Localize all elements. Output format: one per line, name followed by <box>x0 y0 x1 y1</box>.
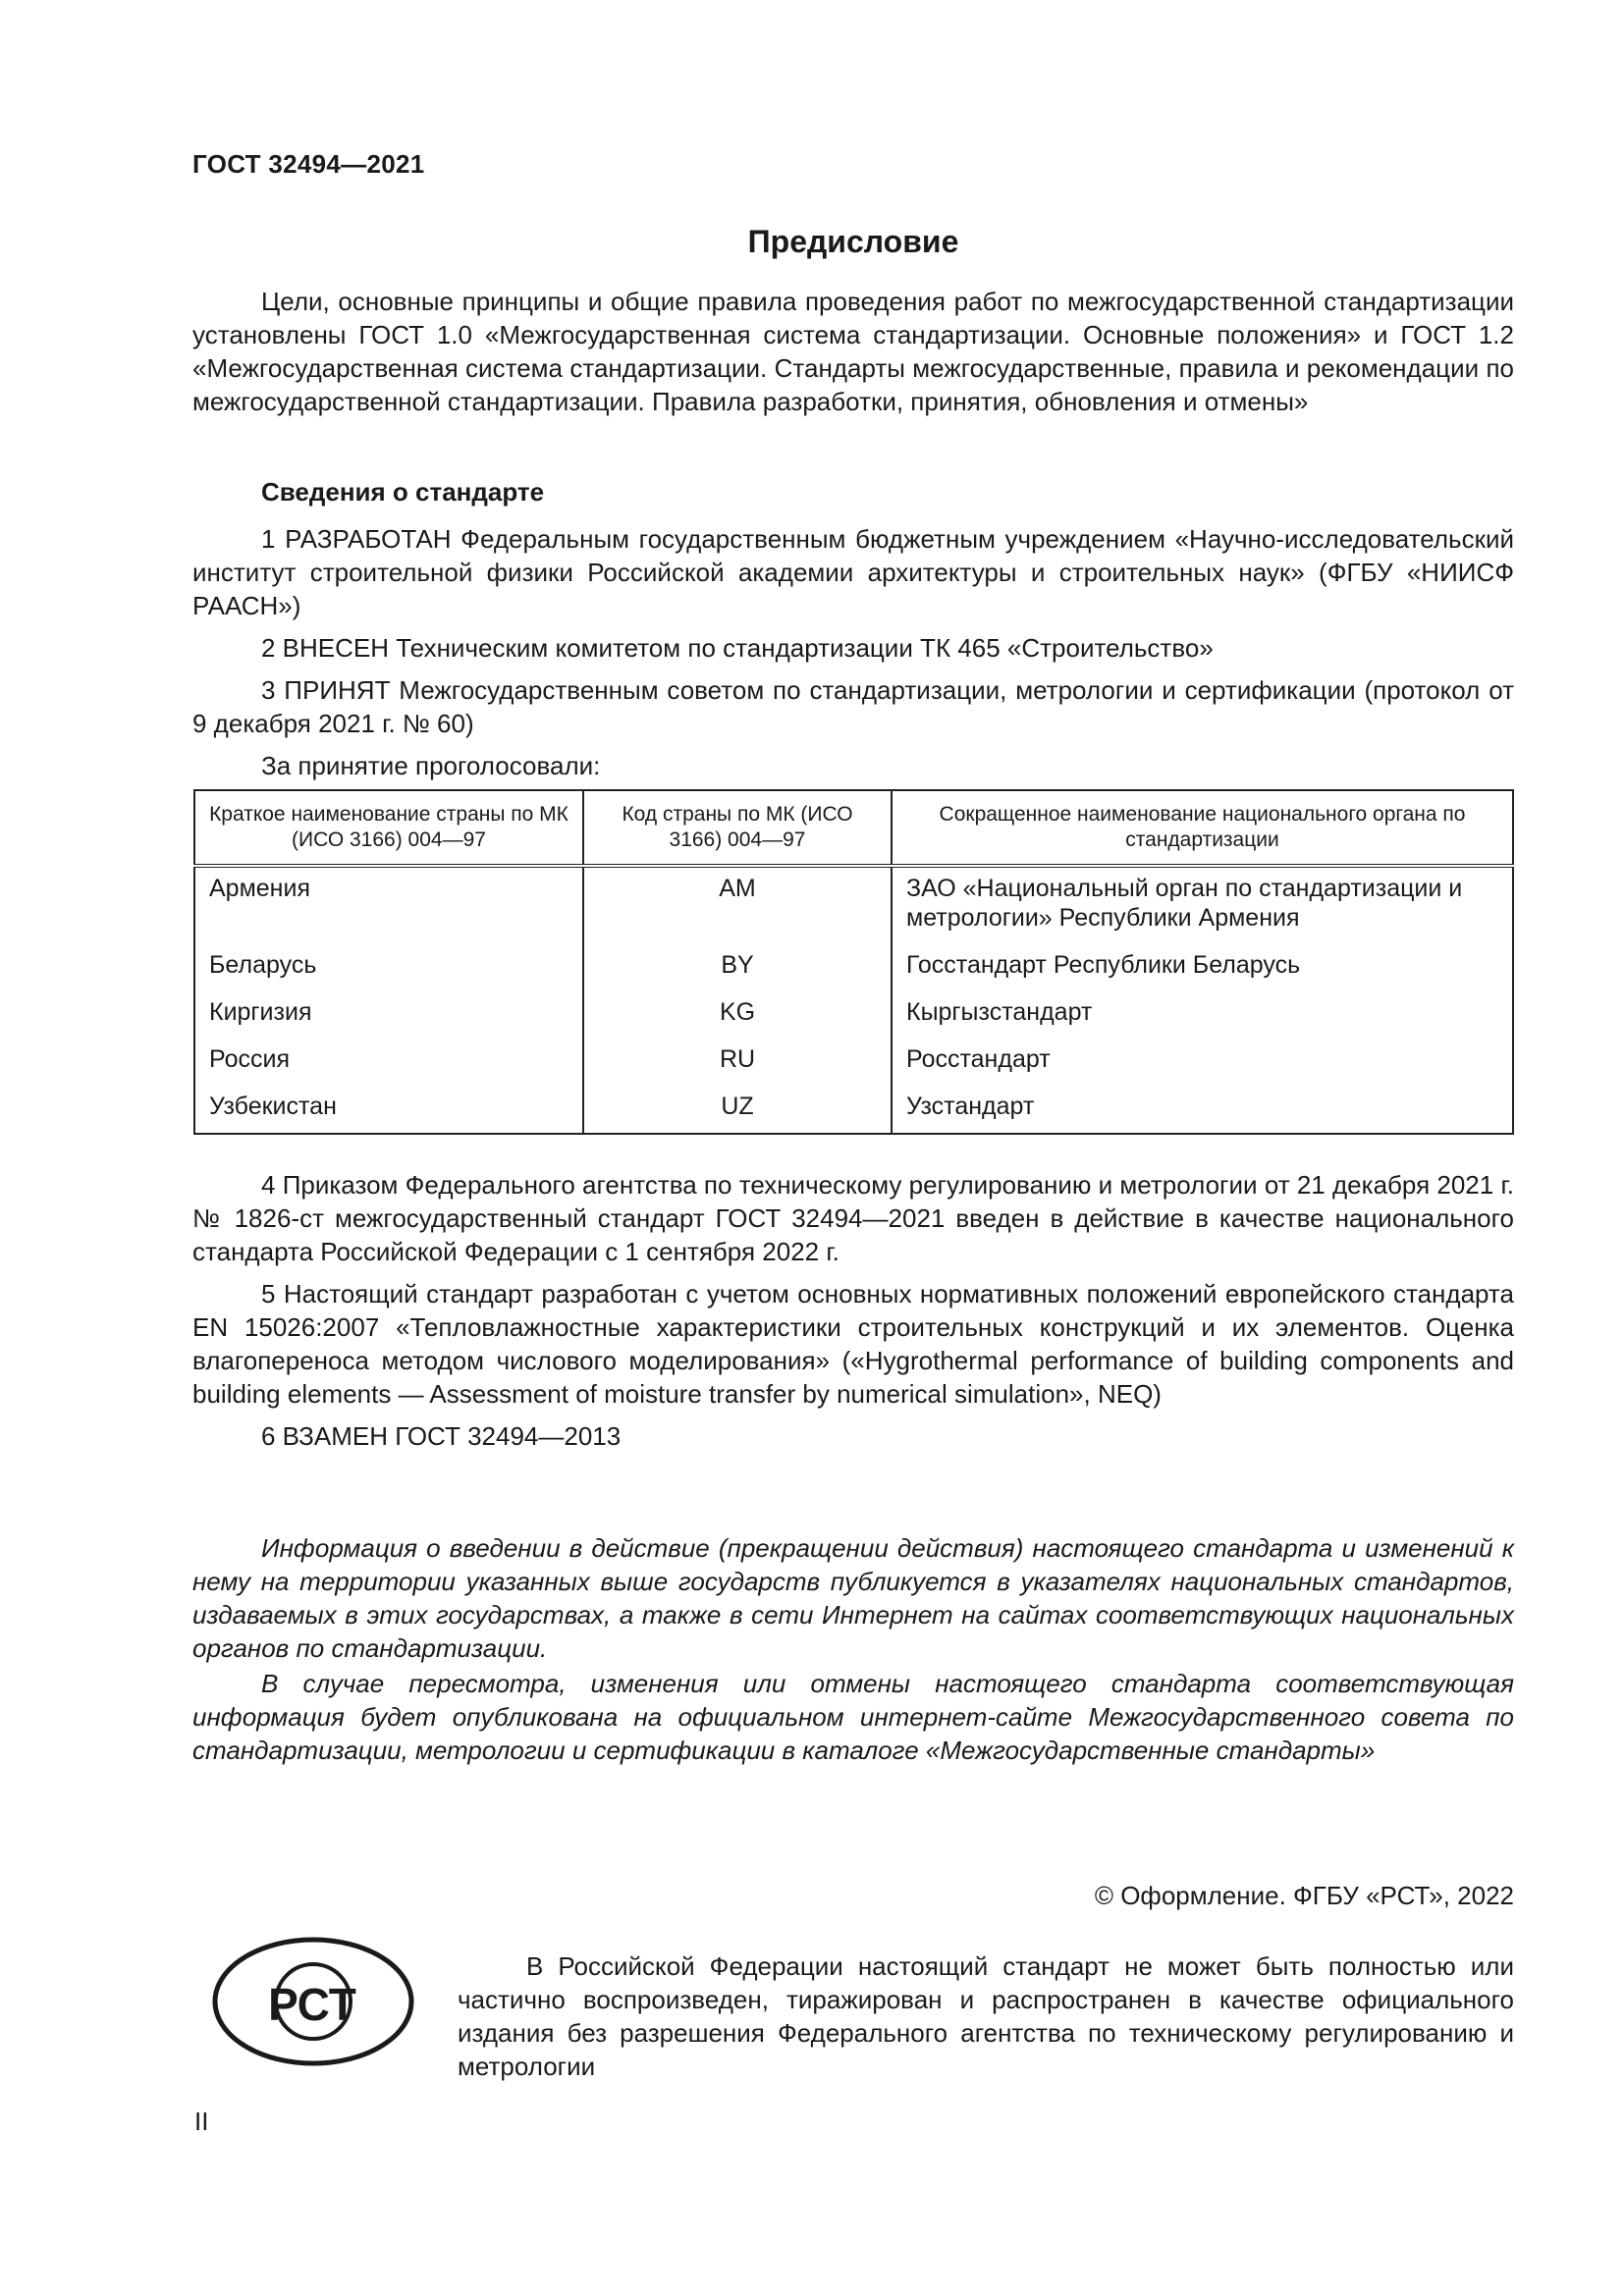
info-item-6: 6 ВЗАМЕН ГОСТ 32494—2013 <box>261 1421 622 1451</box>
info-item-3: 3 ПРИНЯТ Межгосударственным советом по стандартизации, метрологии и сертификации (протокол от 9 декабря 2021 г. № 60) <box>192 675 1514 738</box>
page-title: Предисловие <box>747 224 959 259</box>
country-code: AM <box>583 866 892 944</box>
rst-logo-icon <box>210 1934 416 2069</box>
info-item-4: 4 Приказом Федерального агентства по техническому регулированию и метрологии от 21 декабря 2021 г. № 1826-ст межгосударственный стандарт ГОСТ 32494—2021 введен в действие в качестве национального стандарта Российской Федерации с 1 сентября 2022 г. <box>192 1170 1514 1266</box>
country-name: Киргизия <box>194 991 583 1039</box>
national-body: Госстандарт Республики Беларусь <box>892 944 1513 991</box>
info-item-2: 2 ВНЕСЕН Техническим комитетом по стандартизации ТК 465 «Строительство» <box>261 633 1214 663</box>
publication-notice <box>192 1531 1514 1769</box>
notice-paragraph-2: В случае пересмотра, изменения или отмены настоящего стандарта соответствующая информация будет опубликована на официальном интернет-сайте Межгосударственного совета по стандартизации, метрологии и сертификации в каталоге «Межгосударственные стандарты» <box>192 1669 1514 1765</box>
country-name: Беларусь <box>194 944 583 991</box>
header-country-code: Код страны по МК (ИСО 3166) 004—97 <box>583 790 892 866</box>
table-row <box>194 1086 1513 1134</box>
standard-info-continued <box>192 1168 1514 1453</box>
national-body: Кыргызстандарт <box>892 991 1513 1039</box>
country-code: BY <box>583 944 892 991</box>
rst-logo-graphic <box>210 1934 416 2069</box>
country-code: UZ <box>583 1086 892 1134</box>
page-number: II <box>194 2107 209 2136</box>
header-country-name: Краткое наименование страны по МК (ИСО 3166) 004—97 <box>194 790 583 866</box>
country-name: Армения <box>194 866 583 944</box>
intro-paragraph <box>192 285 1514 418</box>
table-row <box>194 1039 1513 1086</box>
country-name: Россия <box>194 1039 583 1086</box>
document-id: ГОСТ 32494—2021 <box>192 149 425 179</box>
country-code: RU <box>583 1039 892 1086</box>
standard-info-title: Сведения о стандарте <box>261 477 545 507</box>
standard-info-section <box>192 471 1514 782</box>
notice-paragraph-1: Информация о введении в действие (прекращении действия) настоящего стандарта и изменений к нему на территории указанных выше государств публикуется в указателях национальных стандартов, издаваемых в этих государствах, а также в сети Интернет на сайтах соответствующих национальных органов по стандартизации. <box>192 1533 1514 1663</box>
table-row <box>194 944 1513 991</box>
info-item-1: 1 РАЗРАБОТАН Федеральным государственным бюджетным учреждением «Научно-исследовательский институт строительной физики Российской академии архитектуры и строительных наук» (ФГБУ «НИИСФ РААСН») <box>192 524 1514 620</box>
national-body: ЗАО «Национальный орган по стандартизации и метрологии» Республики Армения <box>892 866 1513 944</box>
table-row <box>194 991 1513 1039</box>
table-header-row <box>194 790 1513 866</box>
national-body: Узстандарт <box>892 1086 1513 1134</box>
copyright-notice: © Оформление. ФГБУ «РСТ», 2022 <box>1094 1881 1514 1910</box>
rf-reproduction-notice: В Российской Федерации настоящий стандарт не может быть полностью или частично воспроизведен, тиражирован и распространен в качестве официального издания без разрешения Федерального агентства по техническому регулированию и метрологии <box>458 1951 1514 2081</box>
header-national-body: Сокращенное наименование национального органа по стандартизации <box>892 790 1513 866</box>
table-row <box>194 866 1513 944</box>
info-item-5: 5 Настоящий стандарт разработан с учетом основных нормативных положений европейского стандарта EN 15026:2007 «Тепловлажностные характеристики строительных конструкций и их элементов. Оценка влагопереноса методом числового моделирования» («Hygrothermal performance of building components and building elements — Assessment of moisture transfer by numerical simulation», NEQ) <box>192 1279 1514 1409</box>
country-name: Узбекистан <box>194 1086 583 1134</box>
country-code: KG <box>583 991 892 1039</box>
voting-table <box>193 789 1514 1135</box>
national-body: Росстандарт <box>892 1039 1513 1086</box>
voters-intro: За принятие проголосовали: <box>261 751 601 780</box>
logo-lettering: РСТ <box>268 1979 356 2030</box>
intro-text: Цели, основные принципы и общие правила проведения работ по межгосударственной стандартизации установлены ГОСТ 1.0 «Межгосударственная система стандартизации. Основные положения» и ГОСТ 1.2 «Межгосударственная система стандартизации. Стандарты межгосударственные, правила и рекомендации по межгосударственной стандартизации. Правила разработки, принятия, обновления и отмены» <box>192 287 1514 416</box>
